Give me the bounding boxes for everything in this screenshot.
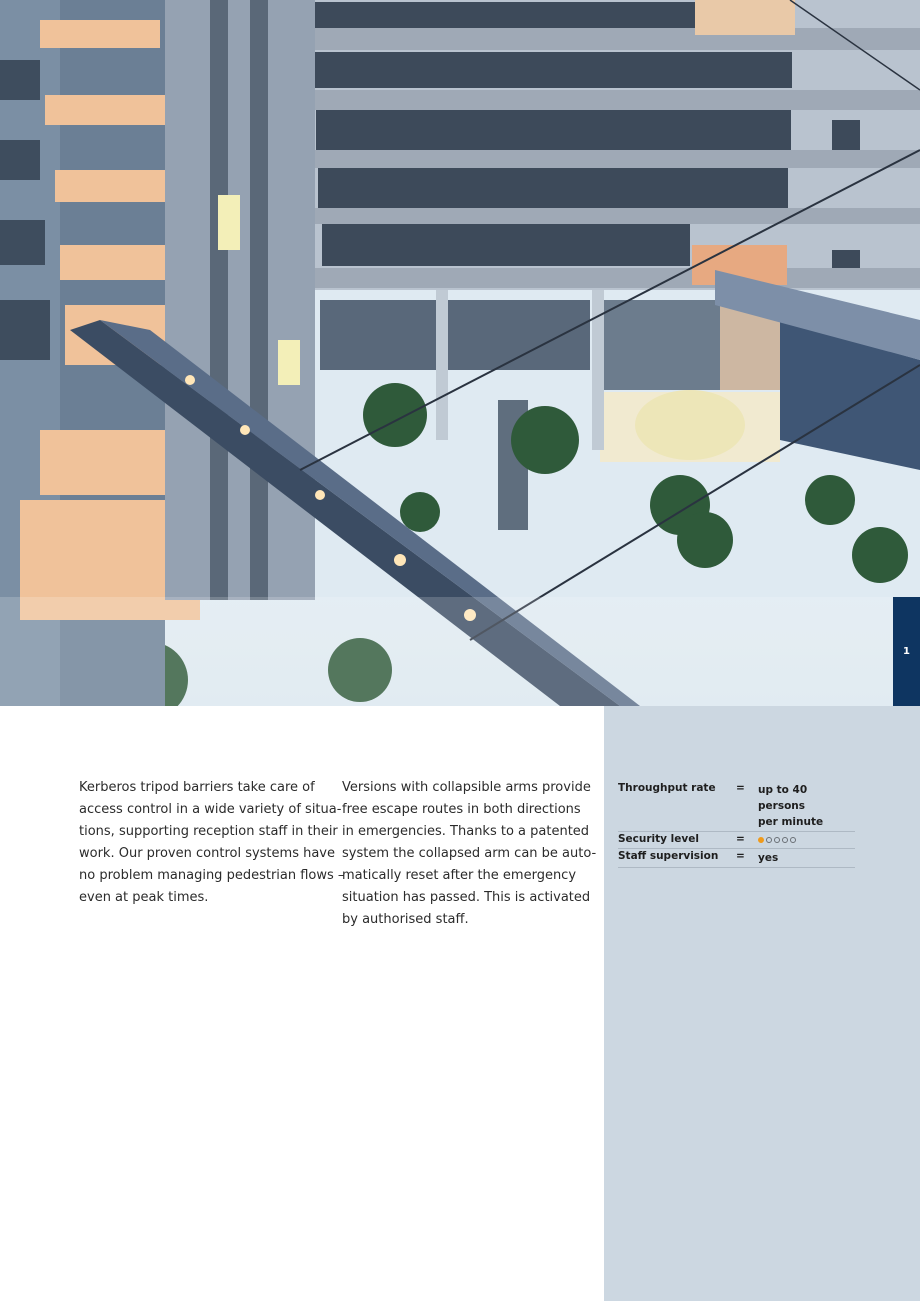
level-dot-empty	[766, 837, 772, 843]
text-line: free escape routes in both directions	[342, 802, 581, 817]
spec-label: Staff supervision	[618, 850, 719, 862]
intro-paragraph	[79, 777, 345, 909]
spec-row-security	[618, 832, 855, 849]
text-line: system the collapsed arm can be auto-	[342, 846, 597, 861]
text-line: Versions with collapsible arms provide	[342, 780, 591, 795]
escape-paragraph	[342, 777, 597, 931]
text-line: matically reset after the emergency	[342, 868, 577, 883]
spec-equals: =	[736, 833, 745, 845]
spec-value: yes	[758, 852, 779, 864]
text-line: even at peak times.	[79, 890, 209, 905]
level-dot-empty	[782, 837, 788, 843]
security-level-rating	[758, 833, 855, 847]
spec-value-line: per minute	[758, 816, 824, 828]
text-line: work. Our proven control systems have	[79, 846, 335, 861]
spec-table	[618, 781, 855, 868]
text-line: tions, supporting reception staff in their	[79, 824, 338, 839]
text-line: situation has passed. This is activated	[342, 890, 591, 905]
level-dot-empty	[774, 837, 780, 843]
text-line: in emergencies. Thanks to a patented	[342, 824, 590, 839]
text-line: access control in a wide variety of situa-	[79, 802, 342, 817]
spec-equals: =	[736, 782, 745, 794]
spec-value-line: up to 40 persons	[758, 784, 808, 812]
text-line: no problem managing pedestrian flows –	[79, 868, 345, 883]
spec-label: Throughput rate	[618, 782, 716, 794]
spec-label: Security level	[618, 833, 699, 845]
text-line: by authorised staff.	[342, 912, 469, 927]
level-dot-empty	[790, 837, 796, 843]
page-number-tab: 1	[893, 597, 920, 706]
rating-dots	[758, 833, 855, 847]
spec-equals: =	[736, 850, 745, 862]
text-line: Kerberos tripod barriers take care of	[79, 780, 315, 795]
spec-value	[758, 782, 855, 830]
spec-row-throughput	[618, 781, 855, 832]
spec-row-staff	[618, 849, 855, 868]
level-dot-filled	[758, 837, 764, 843]
